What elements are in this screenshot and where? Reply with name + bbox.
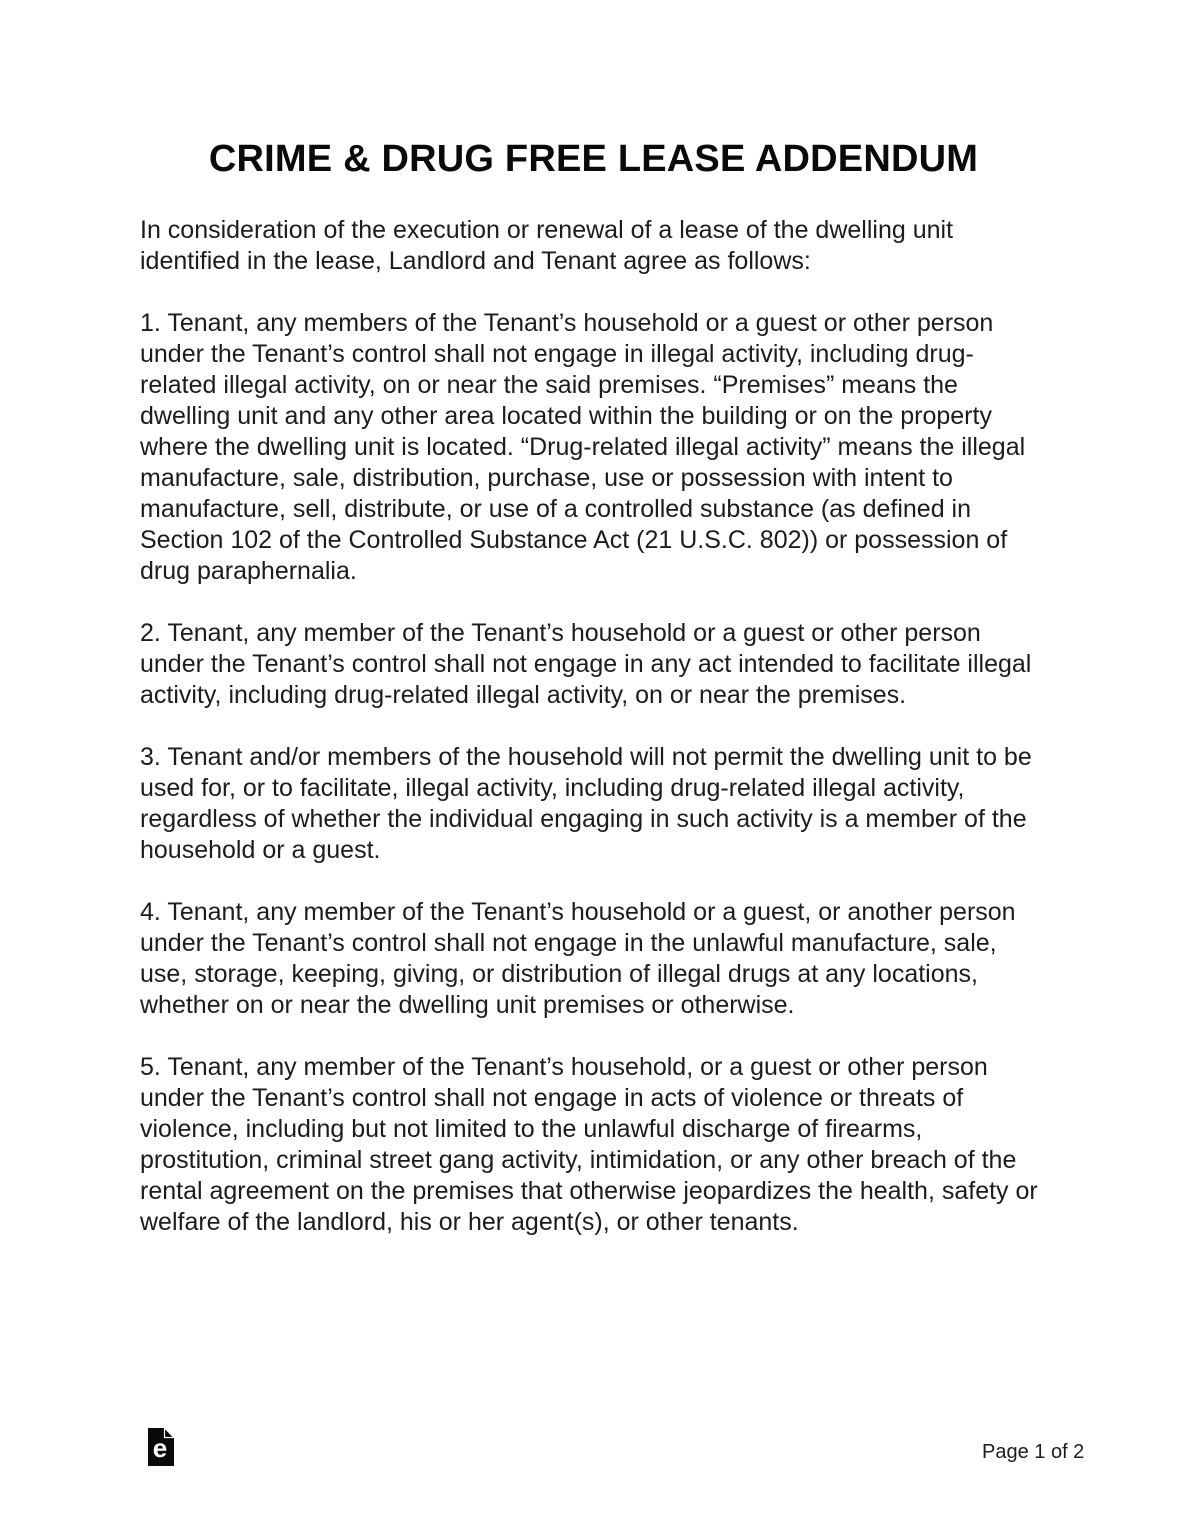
clause-paragraph-2: 2. Tenant, any member of the Tenant’s household or a guest or other person under the Tenant’s control shall not engage in any act intended to facilitate illegal activity, including drug-related illegal activity, on or near the premises.: [140, 618, 1032, 709]
document-title: CRIME & DRUG FREE LEASE ADDENDUM: [208, 138, 979, 180]
clause-paragraph-4: 4. Tenant, any member of the Tenant’s household or a guest, or another person under the Tenant’s control shall not engage in the unlawful manufacture, sale, use, storage, keeping, giving, or distribution of illegal drugs at any locations, whether on or near the dwelling unit premises or otherwise.: [140, 897, 1016, 1019]
clause-paragraph-1: 1. Tenant, any members of the Tenant’s household or a guest or other person under the Tenant’s control shall not engage in illegal activity, including drug-related illegal activity, on or near the said premises. “Premises” means the dwelling unit and any other area located within the building or on the property where the dwelling unit is located. “Drug-related illegal activity” means the illegal manufacture, sale, distribution, purchase, use or possession with intent to manufacture, sell, distribute, or use of a controlled substance (as defined in Section 102 of the Controlled Substance Act (21 U.S.C. 802)) or possession of drug paraphernalia.: [140, 308, 1026, 585]
eforms-document-logo-icon: [148, 1428, 174, 1466]
page-number: Page 1 of 2: [982, 1441, 1085, 1463]
clause-paragraph-5: 5. Tenant, any member of the Tenant’s household, or a guest or other person under the Tenant’s control shall not engage in acts of violence or threats of violence, including but not limited to the unlawful discharge of firearms, prostitution, criminal street gang activity, intimidation, or any other breach of the rental agreement on the premises that otherwise jeopardizes the health, safety or welfare of the landlord, his or her agent(s), or other tenants.: [140, 1052, 1038, 1236]
clause-paragraph-3: 3. Tenant and/or members of the household will not permit the dwelling unit to be used for, or to facilitate, illegal activity, including drug-related illegal activity, regardless of whether the individual engaging in such activity is a member of the household or a guest.: [140, 742, 1032, 864]
intro-paragraph: In consideration of the execution or renewal of a lease of the dwelling unit identified in the lease, Landlord and Tenant agree as follows:: [140, 215, 954, 275]
logo-letter: e: [152, 1433, 168, 1463]
